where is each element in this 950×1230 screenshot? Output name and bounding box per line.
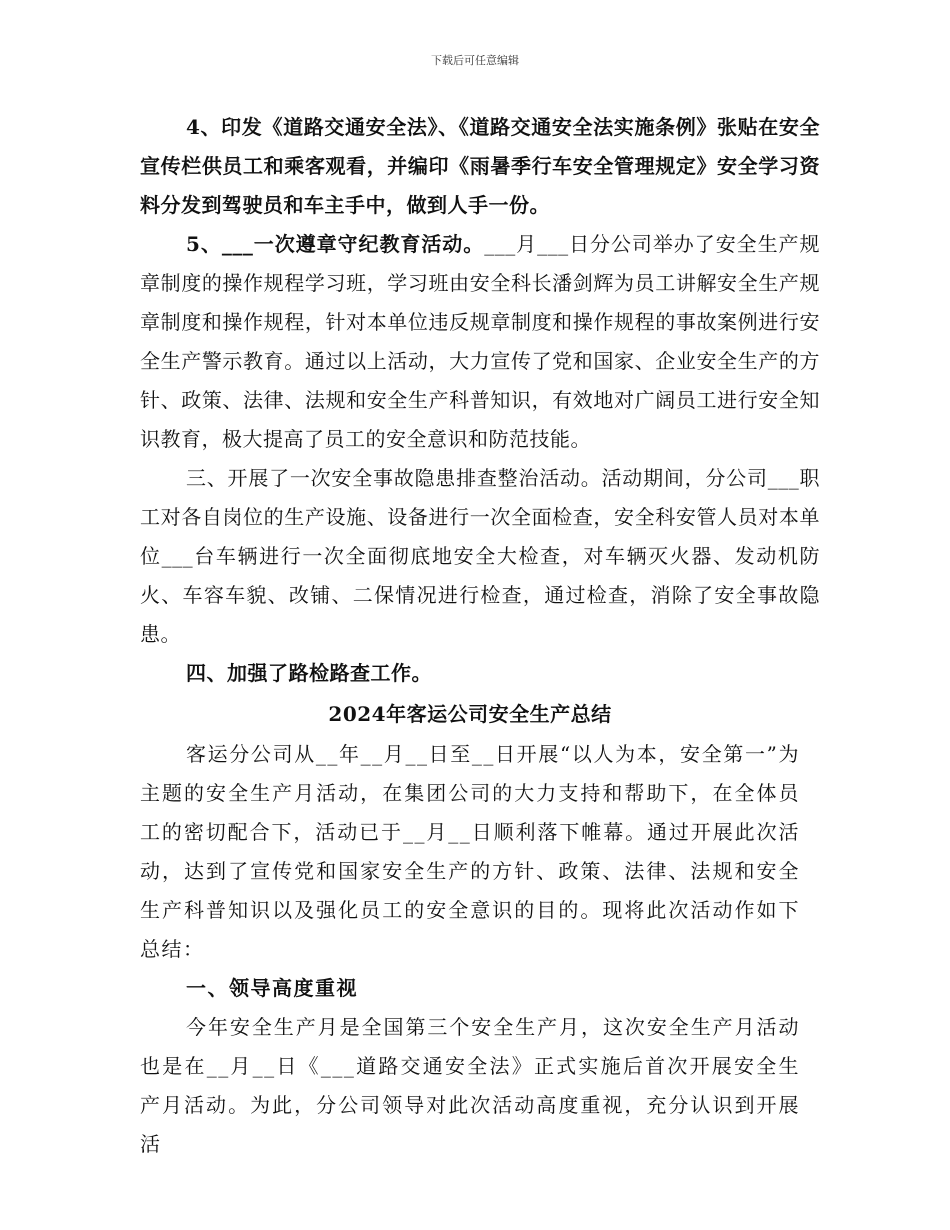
paragraph-section-3: 三、开展了一次安全事故隐患排查整治活动。活动期间，分公司___职工对各自岗位的生产设施、设备进行一次全面检查，安全科安管人员对本单位___台车辆进行一次全面彻底地安全大检查，对车辆灭火器、发动机防火、车容车貌、改铺、二保情况进行检查，通过检查，消除了安全事故隐患。 [140,466,820,646]
document-body [140,108,820,1164]
heading-section-1: 一、领导高度重视 [186,976,358,1000]
paragraph-intro: 客运分公司从__年__月__日至__日开展“以人为本，安全第一”为主题的安全生产月活动，在集团公司的大力支持和帮助下，在全体员工的密切配合下，活动已于__月__日顺利落下帷幕。通过开展此次活动，达到了宣传党和国家安全生产的方针、政策、法律、法规和安全生产科普知识以及强化员工的安全意识的目的。现将此次活动作如下总结： [140,742,800,961]
document-title: 2024年客运公司安全生产总结 [328,702,612,726]
heading-section-4: 四、加强了路检路查工作。 [186,661,432,685]
paragraph-item-5 [140,225,820,459]
item-5-heading: 5、___一次遵章守纪教育活动。 [186,232,485,256]
page-header-note: 下载后可任意编辑 [431,54,519,67]
paragraph-section-1: 今年安全生产月是全国第三个安全生产月，这次安全生产月活动也是在__月__日《___道路交通安全法》正式实施后首次开展安全生产月活动。为此，分公司领导对此次活动高度重视，充分认识到开展活 [140,1015,800,1156]
item-5-text: ___月___日分公司举办了安全生产规章制度的操作规程学习班，学习班由安全科长潘剑辉为员工讲解安全生产规章制度和操作规程，针对本单位违反规章制度和操作规程的事故案例进行安全生产警示教育。通过以上活动，大力宣传了党和国家、企业安全生产的方针、政策、法律、法规和安全生产科普知识，有效地对广阔员工进行安全知识教育，极大提高了员工的安全意识和防范技能。 [140,232,821,451]
paragraph-item-4: 4、印发《道路交通安全法》、《道路交通安全法实施条例》张贴在安全宣传栏供员工和乘客观看，并编印《雨暑季行车安全管理规定》安全学习资料分发到驾驶员和车主手中，做到人手一份。 [140,115,820,217]
summary-section [140,693,800,1164]
